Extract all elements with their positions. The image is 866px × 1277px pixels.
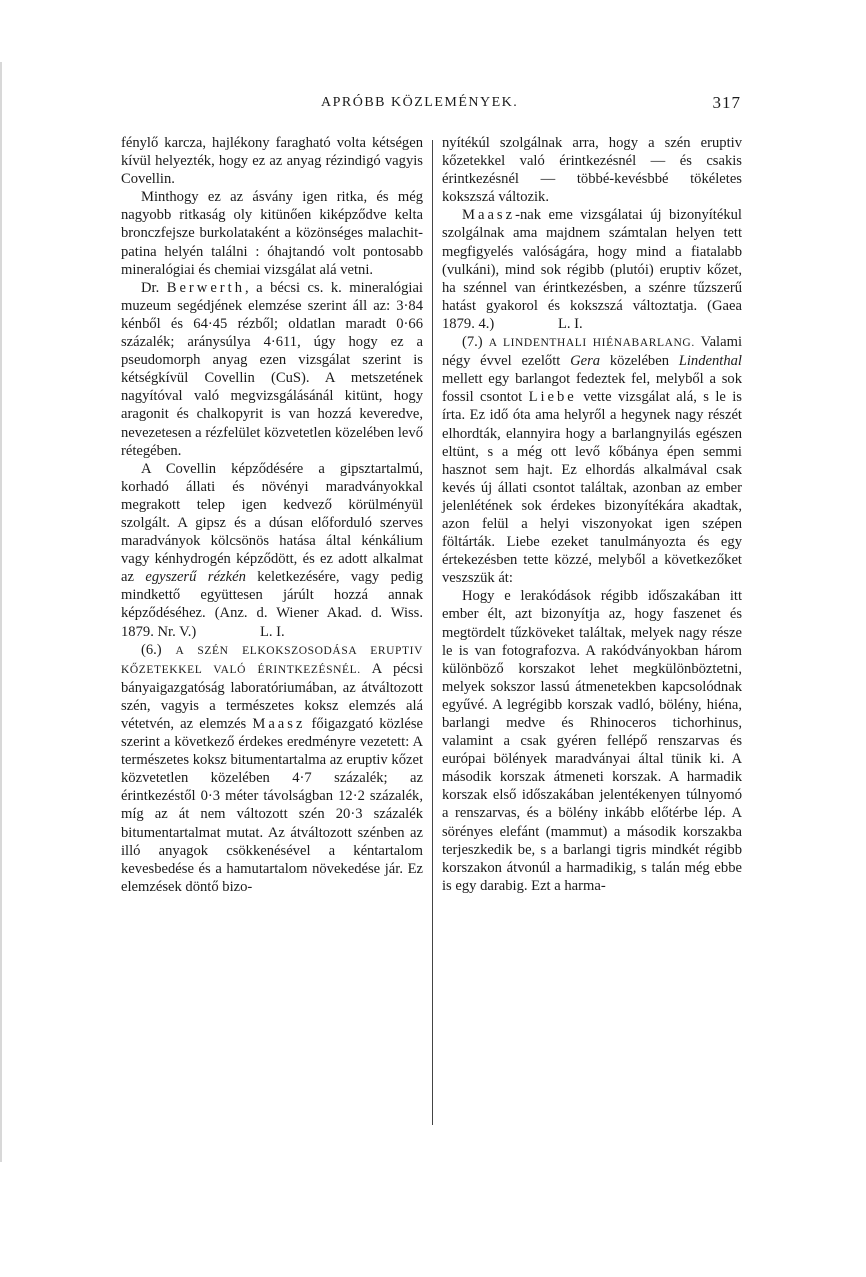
author-name: Maasz — [462, 207, 516, 224]
running-title: APRÓBB KÖZLEMÉNYEK. — [321, 95, 519, 110]
author-name: Maasz — [252, 716, 306, 732]
paragraph-text: közelében — [609, 353, 669, 370]
paragraph-text: A pécsi bányaigazgatóság laboratóriumában, az átváltozott szén, vagyis a természetes koksz elemzés alá vétetvén, az elemzés — [121, 660, 424, 732]
paragraph-text: Valami négy évvel ezelőtt — [442, 334, 742, 370]
section-number: (7.) — [462, 334, 483, 351]
paragraph-text: főigazgató közlése szerint a következő érdekes eredményre vezetett: A természetes koksz bitumentartalma az eruptiv kőzet közvetetlen közelében 4·7 százalék; az érintkezéstől 0·3 méter távolságban 12·2 százalék, míg az át nem változott szén 20·3 százalék bitumentartalmat mutat. Az átváltozott szénben az illó anyagok csökkenésével a kéntartalom kevesbedése és a hamutartalom növekedése jár. Ez elemzések döntő bizo- — [121, 716, 423, 895]
paragraph-text: keletkezésére, vagy pedig mindkettő együttesen járúlt hozzá annak képződéséhez. (Anz. d. Wiener Akad. d. Wiss. 1879. Nr. V.) — [121, 569, 423, 640]
column-divider — [432, 140, 433, 1125]
section-title: A SZÉN ELKOKSZOSODÁSA ERUPTIV KŐZETEKKEL VALÓ ÉRINTKEZÉSNÉL. — [121, 644, 423, 676]
place-name: Gera — [570, 353, 601, 370]
paragraph: fénylő karcza, hajlékony faragható volta kétségen kívül helyezték, hogy ez az anyag rézindigó vagyis Covellin. — [121, 135, 423, 188]
scan-edge-line — [0, 62, 2, 1162]
author-name: Berwerth — [166, 279, 246, 296]
paragraph: Minthogy ez az ásvány igen ritka, és még nagyobb ritkaság oly kitünően kiképződve kelta bronczfejsze burkolataként a közönséges malachit-patina helyén találni : óhajtandó volt pontosabb mineralógiai és chemiai vizsgálat alá vetni. — [121, 189, 423, 278]
paragraph-text: vette vizsgálat alá, s le is írta. Ez idő óta ama helyről a hegynek nagy részét elhordták, elannyira hogy a barlangnyilás egészen eltünt, s a még ott levő kőbánya épen semmi hasznot sem hajt. Ez elhordás alkalmával csak kevés új állati csontot találtak, azonban az ember jelenlétének sok érdekes bizonyítékára akadtak, azon felül a helyi viszonyokat igen szépen föltárták. Liebe ezeket tanulmányozta és egy értekezésben tette közzé, melyből a következőket veszszük át: — [442, 389, 742, 587]
author-title: Dr. — [141, 279, 160, 296]
author-name: Liebe — [528, 389, 577, 406]
paragraph: nyítékúl szolgálnak arra, hogy a szén eruptiv kőzetekkel való érintkezésnél — és csakis érintkezésnél — többé-kevésbbé tökéletes kokszszá változik. — [442, 135, 742, 206]
paragraph-text: A Covellin képződésére a gipsztartalmú, korhadó állati és növényi maradványokkal megrakott telep igen kedvező körülményül szolgált. A gipsz és a dúsan előforduló szerves maradványok kölcsönös hatása által kénkálium vagy kénhydrogén képződött, és ez adott alkalmat az — [121, 460, 423, 586]
signature: L. I. — [259, 623, 285, 640]
section-title: A LINDENTHALI HIÉNABARLANG. — [488, 337, 695, 350]
page-number: 317 — [712, 93, 741, 112]
paragraph-text: mellett egy barlangot fedeztek fel, melyből a sok fossil csontot — [442, 371, 742, 406]
section-number: (6.) — [141, 641, 162, 658]
paragraph — [121, 279, 423, 460]
emphasis-text: egyszerű rézkén — [145, 569, 246, 586]
paragraph — [121, 460, 423, 641]
paragraph-text: -nak eme vizsgálatai új bizonyítékul szolgálnak ama majdnem számtalan helyen tett megfigyelés valóságára, hogy mind a fiatalabb (vulkáni), mind sok régibb (plutói) eruptiv kőzet, ha szénnel van érintkezésben, a szénre tűzszerű hatást gyakorol és kokszszá változtatja. (Gaea 1879. 4.) — [442, 207, 742, 332]
paragraph: Hogy e lerakódások régibb időszakában itt ember élt, azt bizonyítja az, hogy faszenet és megtördelt tűzköveket találtak, melyek nagy része le is van fotografozva. A rakódványokban három különböző korszakot lehet megkülönböztetni, melyek sokszor lassú átmenetekben kapcsolódnak egyűvé. A legrégibb korszak vadló, bölény, hiéna, barlangi medve és Rhinoceros tichorhinus, valamint a csak gyéren fellépő renszarvas és európai bölények maradványai által tünik ki. A második korszak átmeneti korszak. A harmadik korszak első időszakában jelentékenyen túlnyomó a renszarvas, és a bölény inkább előtérbe lép. A sörényes elefánt (mammut) a második korszakba terjeszkedik be, s a barlangi tigris mindkét régibb korszakon átvonúl a harmadikig, s talán még ebbe is egy darabig. Ezt a harma- — [442, 588, 742, 894]
right-column — [442, 134, 742, 1134]
page-header — [121, 95, 741, 119]
paragraph-text: , a bécsi cs. k. mineralógiai muzeum segédjének elemzése szerint áll az: 3·84 kénből és 64·45 rézből; oldatlan maradt 0·66 százalék; aránysúlya 4·611, úgy hogy ez a pseudomorph anyag ezen vizsgálat szerint is kétségkívül Covellin (CuS). A metszetének nagyítóval való megvizsgálásánál kitünt, hogy aragonit és chalkopyrit is van hozzá keveredve, nevezetesen a rézfelület közvetetlen közelében levő rétegében. — [121, 279, 423, 459]
place-name: Lindenthal — [678, 353, 742, 370]
paragraph — [442, 206, 742, 333]
section-paragraph — [442, 333, 742, 587]
signature: L. I. — [557, 315, 583, 332]
left-column — [121, 134, 423, 1134]
section-paragraph — [121, 641, 423, 896]
